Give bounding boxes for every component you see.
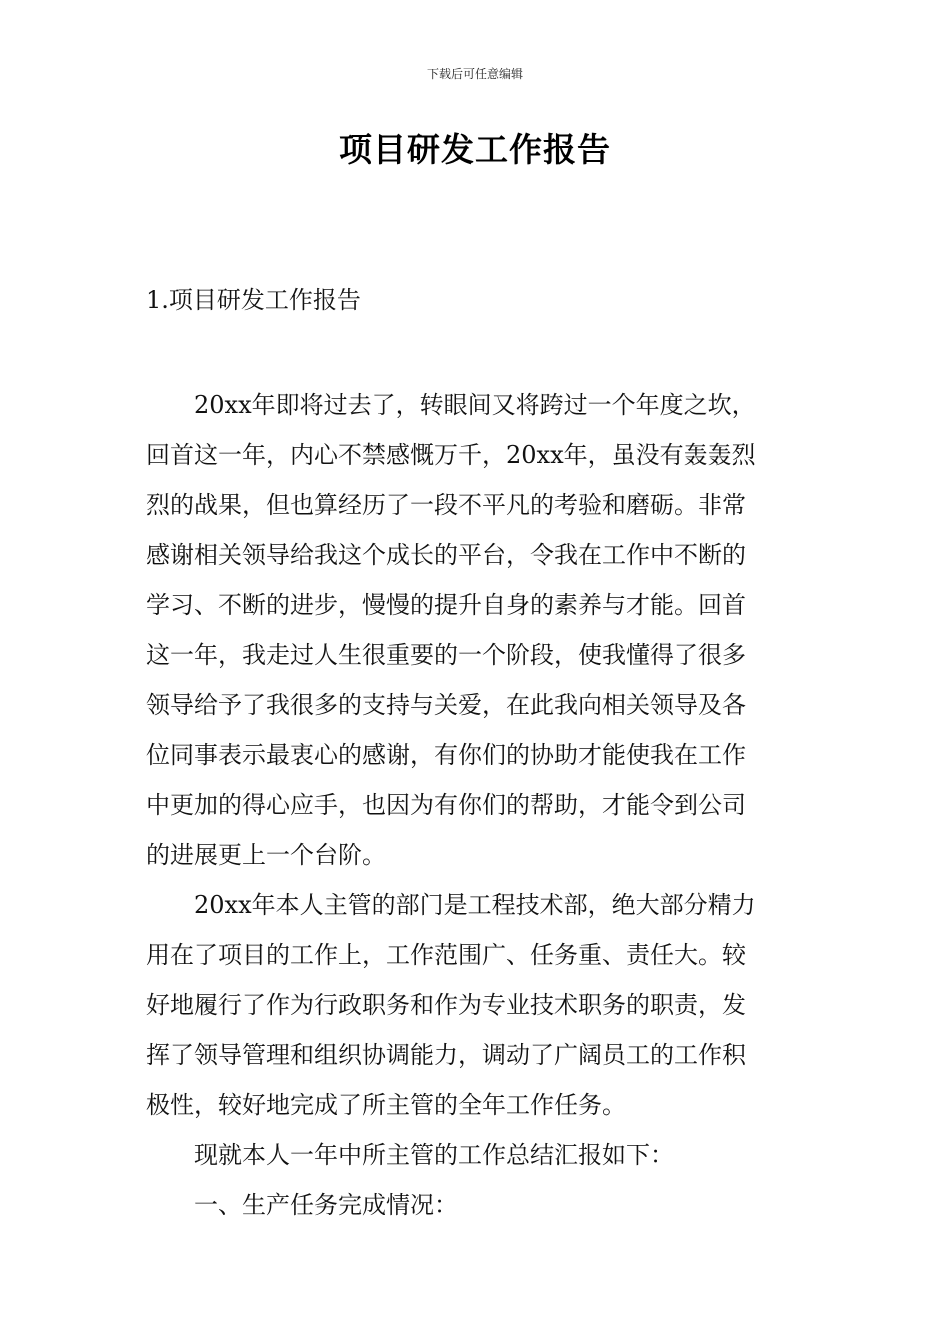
paragraph-line: 的进展更上一个台阶。 [146,841,386,869]
paragraph-line: 挥了领导管理和组织协调能力，调动了广阔员工的工作积 [146,1041,746,1069]
paragraph-line: 极性，较好地完成了所主管的全年工作任务。 [146,1091,626,1119]
paragraph-line: 学习、不断的进步，慢慢的提升自身的素养与才能。回首 [146,591,746,619]
document-body [146,380,806,1230]
paragraph-line: 20xx年本人主管的部门是工程技术部，绝大部分精力 [194,891,756,919]
paragraph-line: 用在了项目的工作上，工作范围广、任务重、责任大。较 [146,941,746,969]
section-heading: 1.项目研发工作报告 [146,286,361,314]
paragraph-line: 好地履行了作为行政职务和作为专业技术职务的职责，发 [146,991,746,1019]
paragraph-line: 20xx年即将过去了，转眼间又将跨过一个年度之坎， [194,391,756,419]
paragraph-department [146,880,806,1130]
paragraph-line: 回首这一年，内心不禁感慨万千，20xx年，虽没有轰轰烈 [146,441,756,469]
paragraph-subheading [146,1180,806,1230]
paragraph-line: 位同事表示最衷心的感谢，有你们的协助才能使我在工作 [146,741,746,769]
paragraph-intro [146,380,806,880]
paragraph-line: 领导给予了我很多的支持与关爱，在此我向相关领导及各 [146,691,746,719]
paragraph-summary-intro [146,1130,806,1180]
paragraph-line: 一、生产任务完成情况： [194,1191,458,1219]
paragraph-line: 现就本人一年中所主管的工作总结汇报如下： [194,1141,674,1169]
paragraph-line: 中更加的得心应手，也因为有你们的帮助，才能令到公司 [146,791,746,819]
paragraph-line: 这一年，我走过人生很重要的一个阶段，使我懂得了很多 [146,641,746,669]
header-note: 下载后可任意编辑 [426,67,523,81]
paragraph-line: 烈的战果，但也算经历了一段不平凡的考验和磨砺。非常 [146,491,746,519]
document-title: 项目研发工作报告 [339,130,611,169]
paragraph-line: 感谢相关领导给我这个成长的平台，令我在工作中不断的 [146,541,746,569]
